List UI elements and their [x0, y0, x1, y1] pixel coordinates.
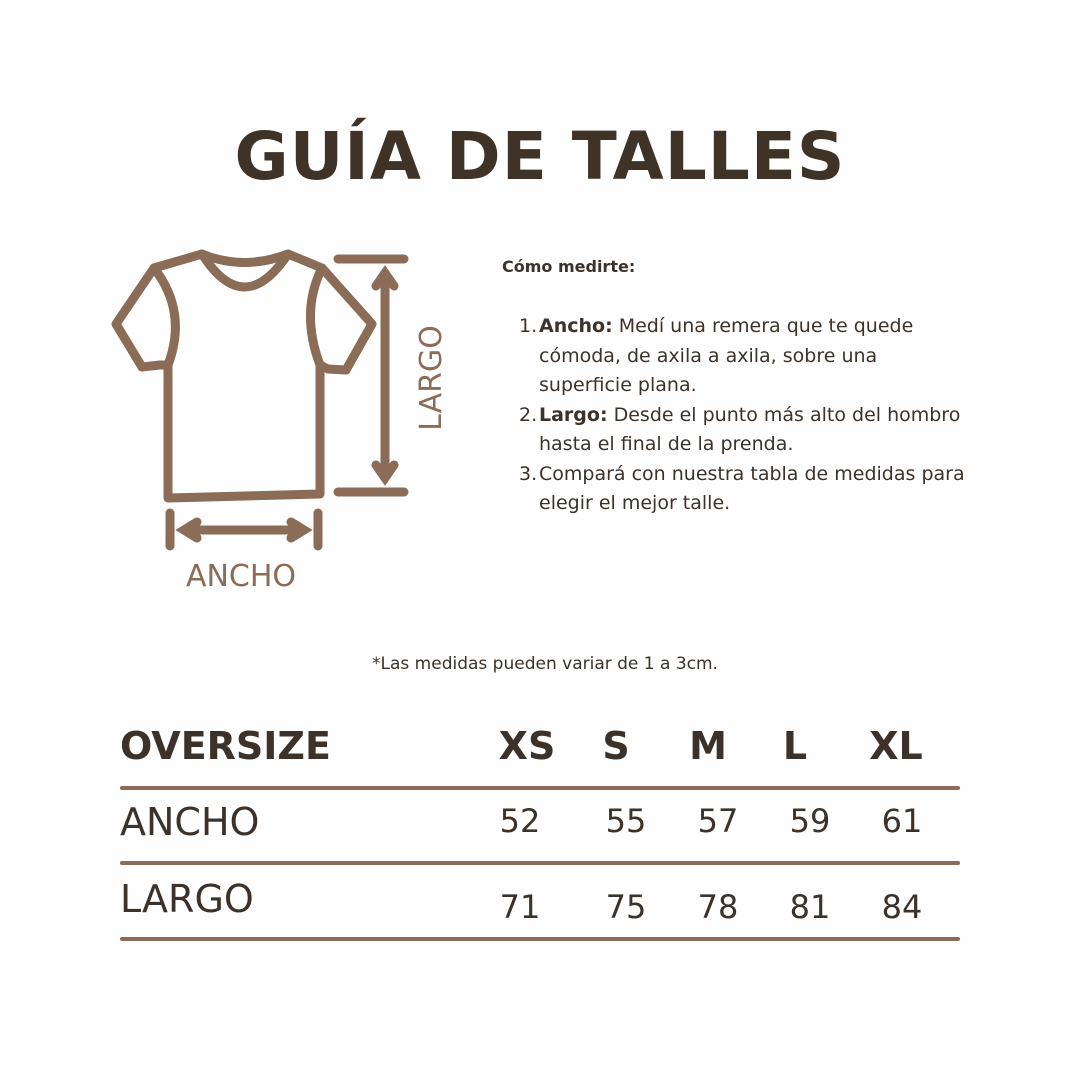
- step-text: Desde el punto más alto del hombro hasta el final de la prenda.: [539, 403, 961, 455]
- step-number: 3.: [519, 462, 538, 485]
- size-header: L: [782, 724, 808, 768]
- step-text: Compará con nuestra tabla de medidas para elegir el mejor talle.: [539, 462, 965, 514]
- measurement-note: *Las medidas pueden variar de 1 a 3cm.: [372, 654, 718, 674]
- size-header: S: [602, 724, 630, 768]
- table-cell: 61: [881, 802, 923, 840]
- size-header: XS: [498, 724, 556, 768]
- instruction-step: [505, 312, 965, 401]
- table-divider: [120, 786, 960, 790]
- table-cell: 71: [499, 888, 541, 926]
- table-cell: 52: [499, 802, 541, 840]
- step-number: 2.: [519, 403, 538, 426]
- table-cell: 81: [789, 888, 831, 926]
- width-label: ANCHO: [185, 559, 297, 594]
- step-text: Medí una remera que te quede cómoda, de axila a axila, sobre una superficie plana.: [539, 315, 914, 396]
- table-divider: [120, 937, 960, 941]
- page-title: GUÍA DE TALLES: [234, 118, 846, 195]
- length-label: LARGO: [414, 325, 449, 431]
- table-cell: 84: [881, 888, 923, 926]
- size-header: XL: [869, 724, 923, 768]
- table-cell: 78: [697, 888, 739, 926]
- tshirt-left-sleeve-seam: [154, 268, 175, 365]
- step-label: Largo:: [539, 403, 608, 426]
- row-label-length: LARGO: [120, 877, 254, 921]
- table-cell: 57: [697, 802, 739, 840]
- instruction-step: [505, 401, 965, 460]
- table-cell: 75: [605, 888, 647, 926]
- table-cell: 55: [605, 802, 647, 840]
- tshirt-right-sleeve-seam: [310, 268, 322, 365]
- step-label: Ancho:: [539, 315, 613, 337]
- instruction-step: [505, 460, 965, 519]
- instructions-heading: Cómo medirte:: [502, 257, 636, 276]
- row-label-width: ANCHO: [120, 800, 260, 844]
- step-number: 1.: [519, 315, 538, 337]
- size-header: M: [689, 724, 727, 768]
- measurement-diagram: [100, 240, 449, 600]
- instructions-list: [505, 312, 965, 519]
- table-header-label: OVERSIZE: [120, 724, 331, 768]
- table-divider: [120, 861, 960, 865]
- table-cell: 59: [789, 802, 831, 840]
